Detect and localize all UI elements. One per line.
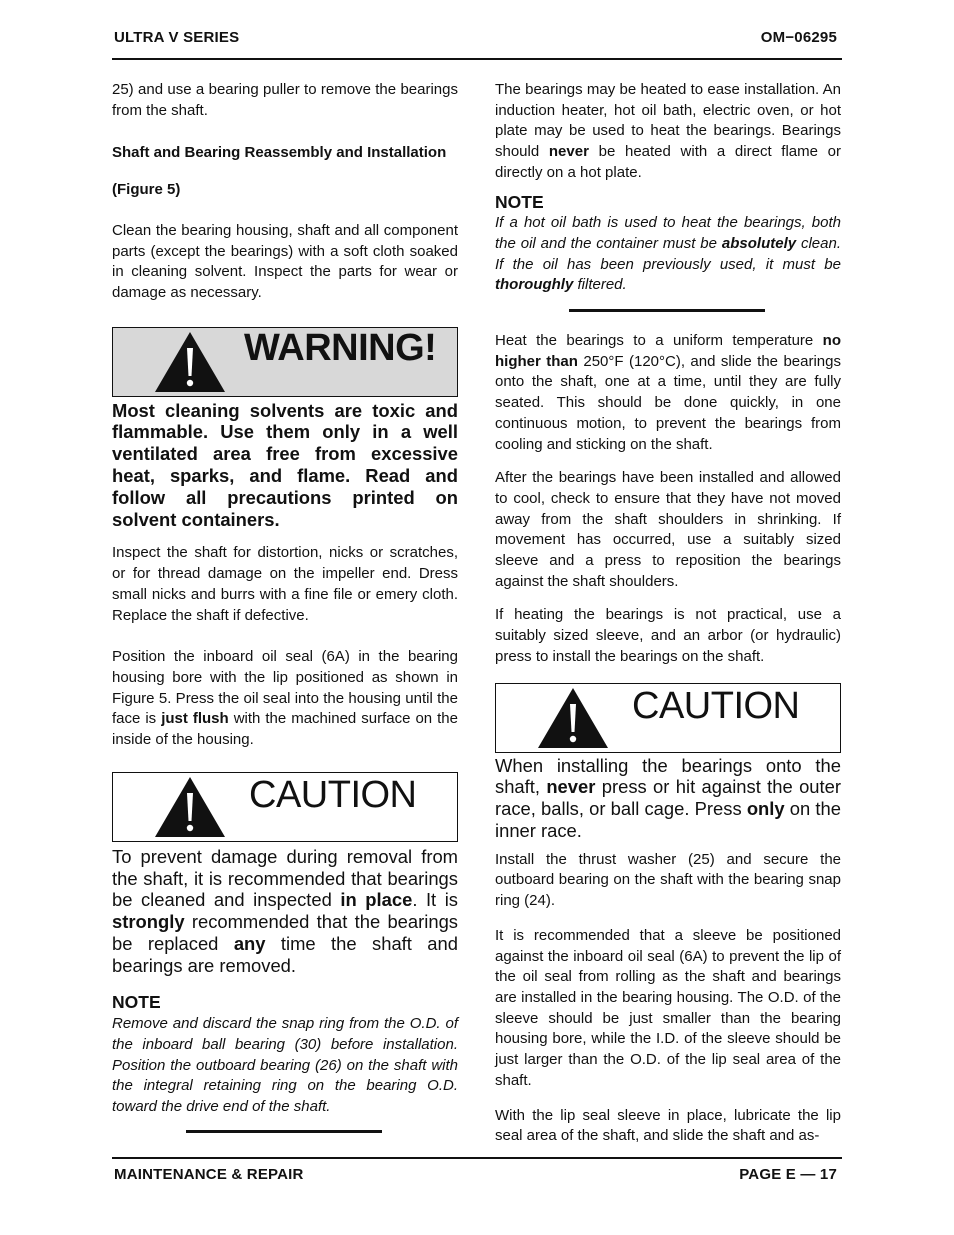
header-doc-number: OM−06295: [760, 29, 837, 46]
paragraph: The bearings may be heated to ease installation. An induction heater, hot oil bath, electric oven, or hot plate may be used to heat the bearings. Bearings should never be heated with a direct flame or directly on a hot plate.: [495, 81, 841, 181]
paragraph: Position the inboard oil seal (6A) in the bearing housing bore with the lip positioned as shown in Figure 5. Press the oil seal into the housing until the face is just flush with the machined surface on the inside of the housing.: [112, 648, 458, 749]
caution-box: [495, 683, 841, 753]
note-title: NOTE: [112, 991, 161, 1012]
footer-section: MAINTENANCE & REPAIR: [114, 1166, 304, 1183]
paragraph: Heat the bearings to a uniform temperature no higher than 250°F (120°C), and slide the bearings onto the shaft, one at a time, until they are fully seated. This should be done quickly, in one continuous motion, to prevent the bearings from cooling and sticking on the shaft.: [495, 332, 841, 453]
warning-box: [112, 327, 458, 397]
paragraph: Install the thrust washer (25) and secure the outboard bearing on the shaft with the bearing snap ring (24).: [495, 850, 841, 910]
note-title: NOTE: [495, 191, 544, 212]
caution-label: CAUTION: [249, 773, 417, 816]
warning-label: WARNING!: [244, 326, 437, 369]
caution-triangle-icon: [153, 775, 227, 839]
paragraph: After the bearings have been installed and allowed to cool, check to ensure that they have not moved away from the shaft shoulders in shrinking. If movement has occurred, use a suitably sized sleeve and a press to reposition the bearings against the shaft shoulders.: [495, 469, 841, 590]
header-rule: [112, 58, 842, 60]
header-series: ULTRA V SERIES: [114, 29, 240, 46]
note-text: If a hot oil bath is used to heat the bearings, both the oil and the container must be absolutely clean. If the oil has been previously used, it must be thoroughly filtered.: [495, 214, 841, 294]
right-column: [495, 80, 841, 1147]
paragraph: Inspect the shaft for distortion, nicks or scratches, or for thread damage on the impeller end. Dress small nicks and burrs with a fine file or emery cloth. Replace the shaft if defective.: [112, 544, 458, 624]
paragraph: It is recommended that a sleeve be positioned against the inboard oil seal (6A) to prevent the lip of the oil seal from rolling as the shaft and bearings are installed in the bearing housing. The O.D. of the sleeve should be just smaller than the bearing housing bore, while the I.D. of the sleeve should be just larger than the O.D. of the lip seal area of the shaft.: [495, 926, 841, 1089]
paragraph: If heating the bearings is not practical, use a suitably sized sleeve, and an arbor (or hydraulic) press to install the bearings on the shaft.: [495, 606, 841, 665]
caution-triangle-icon: [536, 686, 610, 750]
section-title: Shaft and Bearing Reassembly and Installation: [112, 144, 447, 162]
note-rule: [569, 309, 765, 312]
caution-label: CAUTION: [632, 684, 800, 727]
note-text: Remove and discard the snap ring from the O.D. of the inboard ball bearing (30) before installation. Position the outboard bearing (26) on the shaft with the integral retaining ring on the bearing O.D. toward the drive end of the shaft.: [112, 1015, 458, 1116]
caution-text: When installing the bearings onto the shaft, never press or hit against the outer race, balls, or ball cage. Press only on the inner race.: [495, 754, 842, 841]
paragraph: 25) and use a bearing puller to remove the bearings from the shaft.: [112, 81, 458, 119]
section-figure-ref: (Figure 5): [112, 181, 181, 199]
warning-triangle-icon: [153, 330, 227, 394]
caution-box: [112, 772, 458, 842]
note-rule: [186, 1130, 382, 1133]
paragraph: Clean the bearing housing, shaft and all component parts (except the bearings) with a soft cloth soaked in cleaning solvent. Inspect the parts for wear or damage as necessary.: [112, 221, 458, 301]
footer-rule: [112, 1157, 842, 1159]
footer-page-number: PAGE E — 17: [739, 1166, 837, 1183]
caution-text: To prevent damage during removal from the shaft, it is recommended that bearings be cleaned and inspected in place. It is strongly recommended that the bearings be replaced any time the shaft and bearings are removed.: [112, 845, 458, 976]
left-column: [112, 80, 458, 1133]
paragraph: With the lip seal sleeve in place, lubricate the lip seal area of the shaft, and slide the shaft and as-: [495, 1106, 841, 1145]
warning-text: Most cleaning solvents are toxic and flammable. Use them only in a well ventilated area free from excessive heat, sparks, and flame. Read and follow all precautions printed on solvent containers.: [112, 399, 458, 530]
